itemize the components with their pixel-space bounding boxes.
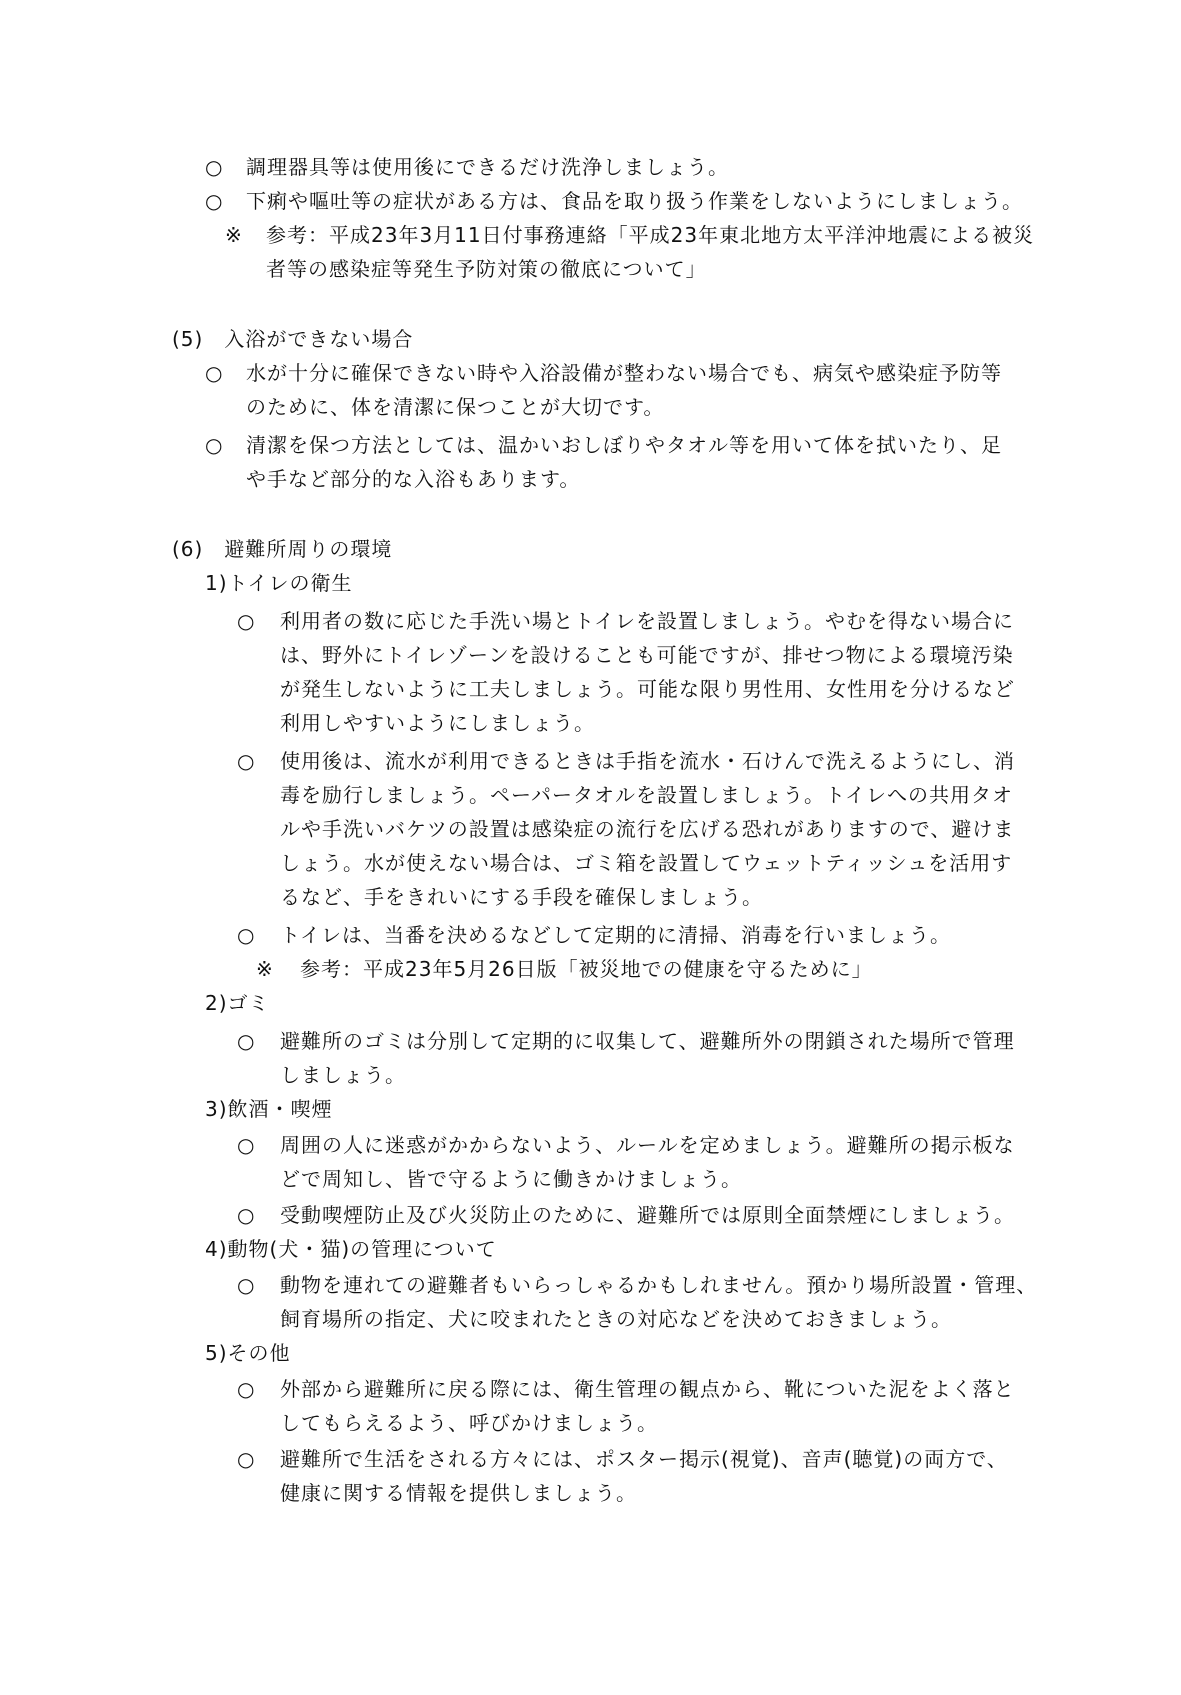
paragraph-line: 調理器具等は使用後にできるだけ洗浄しましょう。 [246,155,729,179]
subsection-heading: 1)トイレの衛生 [205,571,353,595]
paragraph-line: 下痢や嘔吐等の症状がある方は、食品を取り扱う作業をしないようにしましょう。 [246,189,1023,213]
paragraph-line: 避難所のゴミは分別して定期的に収集して、避難所外の閉鎖された場所で管理 [280,1029,1015,1053]
paragraph-line: 使用後は、流水が利用できるときは手指を流水・石けんで洗えるようにし、消 [280,749,1015,773]
paragraph-line: 清潔を保つ方法としては、温かいおしぼりやタオル等を用いて体を拭いたり、足 [246,433,1002,457]
bullet-mark: ○ [205,433,224,457]
bullet-mark: ○ [205,361,224,385]
bullet-mark: ○ [237,1273,256,1297]
bullet-mark: ○ [205,155,224,179]
paragraph-line: してもらえるよう、呼びかけましょう。 [280,1411,658,1435]
note-mark: ※ [256,957,274,981]
bullet-mark: ○ [237,1447,256,1471]
paragraph-line: しょう。水が使えない場合は、ゴミ箱を設置してウェットティッシュを活用す [280,851,1013,875]
paragraph-line: は、野外にトイレゾーンを設けることも可能ですが、排せつ物による環境汚染 [280,643,1014,667]
paragraph-line: が発生しないように工夫しましょう。可能な限り男性用、女性用を分けるなど [280,677,1015,701]
bullet-mark: ○ [237,1203,256,1227]
paragraph-line: るなど、手をきれいにする手段を確保しましょう。 [280,885,763,909]
section-heading: (6) 避難所周りの環境 [172,537,393,561]
subsection-heading: 3)飲酒・喫煙 [205,1097,333,1121]
subsection-heading: 5)その他 [205,1341,291,1365]
bullet-mark: ○ [237,609,256,633]
subsection-heading: 2)ゴミ [205,991,270,1015]
paragraph-line: 毒を励行しましょう。ペーパータオルを設置しましょう。トイレへの共用タオ [280,783,1013,807]
paragraph-line: や手など部分的な入浴もあります。 [246,467,581,491]
paragraph-line: ルや手洗いバケツの設置は感染症の流行を広げる恐れがありますので、避けま [280,817,1015,841]
bullet-mark: ○ [237,749,256,773]
bullet-mark: ○ [237,1029,256,1053]
note-mark: ※ [225,223,243,247]
subsection-heading: 4)動物(犬・猫)の管理について [205,1237,497,1261]
bullet-mark: ○ [205,189,224,213]
paragraph-line: 水が十分に確保できない時や入浴設備が整わない場合でも、病気や感染症予防等 [246,361,1002,385]
paragraph-line: 飼育場所の指定、犬に咬まれたときの対応などを決めておきましょう。 [280,1307,952,1331]
paragraph-line: 避難所で生活をされる方々には、ポスター掲示(視覚)、音声(聴覚)の両方で、 [280,1447,1008,1471]
paragraph-line: 外部から避難所に戻る際には、衛生管理の観点から、靴についた泥をよく落と [280,1377,1015,1401]
paragraph-line: どで周知し、皆で守るように働きかけましょう。 [280,1167,742,1191]
paragraph-line: 受動喫煙防止及び火災防止のために、避難所では原則全面禁煙にしましょう。 [280,1203,1015,1227]
paragraph-line: しましょう。 [280,1063,406,1087]
section-heading: (5) 入浴ができない場合 [172,327,414,351]
paragraph-line: 利用しやすいようにしましょう。 [280,711,595,735]
note-line: 参考：平成23年5月26日版「被災地での健康を守るために」 [300,957,873,981]
paragraph-line: 周囲の人に迷惑がかからないよう、ルールを定めましょう。避難所の掲示板な [280,1133,1015,1157]
paragraph-line: のために、体を清潔に保つことが大切です。 [246,395,665,419]
bullet-mark: ○ [237,1133,256,1157]
paragraph-line: トイレは、当番を決めるなどして定期的に清掃、消毒を行いましょう。 [280,923,951,947]
bullet-mark: ○ [237,1377,256,1401]
paragraph-line: 動物を連れての避難者もいらっしゃるかもしれません。預かり場所設置・管理、 [280,1273,1038,1297]
paragraph-line: 健康に関する情報を提供しましょう。 [280,1481,637,1505]
bullet-mark: ○ [237,923,256,947]
note-line: 者等の感染症等発生予防対策の徹底について」 [266,257,707,281]
paragraph-line: 利用者の数に応じた手洗い場とトイレを設置しましょう。やむを得ない場合に [280,609,1014,633]
note-line: 参考：平成23年3月11日付事務連絡「平成23年東北地方太平洋沖地震による被災 [266,223,1035,247]
